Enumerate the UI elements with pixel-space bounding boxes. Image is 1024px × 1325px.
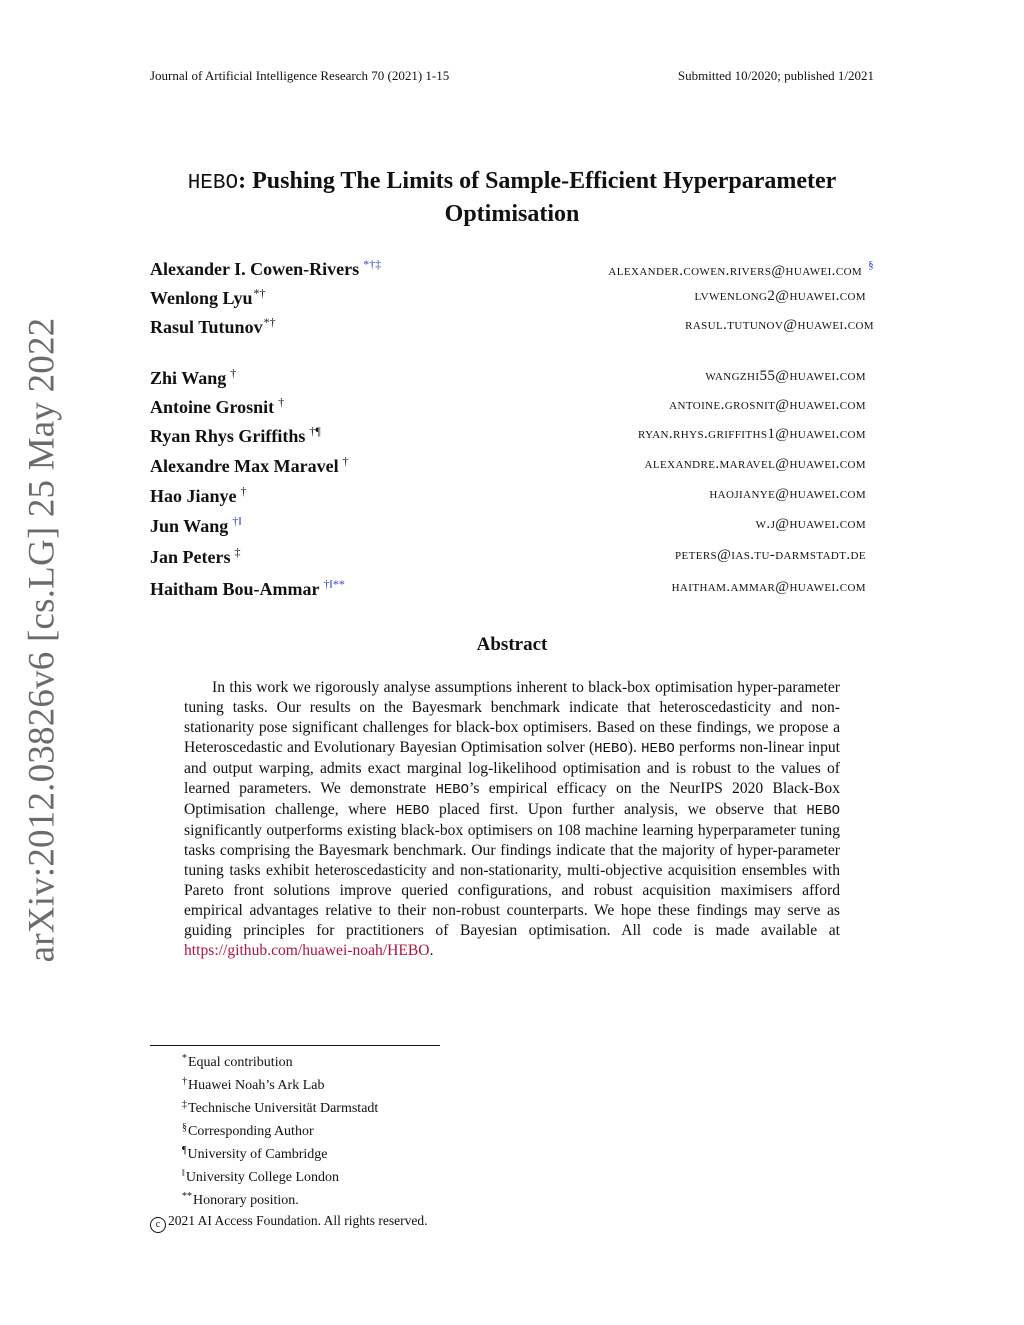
author-marks: ‡ bbox=[234, 545, 241, 559]
copyright-icon: c bbox=[150, 1217, 166, 1233]
footnote-item: §Corresponding Author bbox=[182, 1122, 314, 1139]
author-row bbox=[150, 315, 874, 339]
author-row bbox=[150, 514, 874, 538]
author-name: Haitham Bou-Ammar bbox=[150, 579, 320, 599]
copyright-notice bbox=[150, 1213, 427, 1233]
author-name: Jun Wang bbox=[150, 516, 229, 536]
author-row bbox=[150, 484, 874, 508]
author-email[interactable]: alexandre.maravel@huawei.com bbox=[644, 456, 866, 472]
hebo-mono: HEBO bbox=[395, 803, 430, 819]
author-email[interactable]: lvwenlong2@huawei.com bbox=[694, 288, 866, 304]
author-email[interactable]: alexander.cowen.rivers@huawei.com bbox=[608, 263, 863, 279]
corresponding-mark[interactable]: § bbox=[868, 259, 874, 271]
author-name: Hao Jianye bbox=[150, 486, 237, 506]
hebo-mono: HEBO bbox=[806, 803, 840, 819]
author-email[interactable]: ryan.rhys.griffiths1@huawei.com bbox=[637, 426, 866, 442]
author-marks: *† bbox=[253, 286, 266, 300]
hebo-mono: HEBO bbox=[641, 741, 675, 757]
author-email[interactable]: haitham.ammar@huawei.com bbox=[671, 579, 866, 595]
author-email[interactable]: antoine.grosnit@huawei.com bbox=[669, 397, 866, 413]
footnotes bbox=[182, 1049, 378, 1210]
author-row bbox=[150, 257, 874, 281]
author-name: Ryan Rhys Griffiths bbox=[150, 426, 306, 446]
author-name: Antoine Grosnit bbox=[150, 397, 275, 417]
hebo-mono: HEBO bbox=[435, 782, 470, 798]
author-row bbox=[150, 545, 874, 569]
author-row bbox=[150, 577, 874, 601]
author-email[interactable]: rasul.tutunov@huawei.com bbox=[685, 317, 874, 333]
title-line-1: : Pushing The Limits of Sample-Efficient Hyperparameter bbox=[238, 168, 837, 194]
author-name: Wenlong Lyu bbox=[150, 288, 253, 308]
author-marks: *†‡ bbox=[363, 257, 382, 271]
title-hebo: HEBO bbox=[187, 172, 239, 195]
author-marks: †‖** bbox=[323, 577, 345, 591]
author-name: Rasul Tutunov bbox=[150, 317, 263, 337]
footnote-item: ‡Technische Universität Darmstadt bbox=[182, 1099, 379, 1116]
author-marks: *† bbox=[263, 315, 276, 329]
author-marks: †‖ bbox=[232, 514, 242, 528]
author-marks: † bbox=[230, 366, 237, 380]
author-marks: †¶ bbox=[309, 424, 321, 438]
footnote-divider bbox=[150, 1045, 440, 1046]
author-row bbox=[150, 286, 874, 310]
code-link[interactable]: https://github.com/huawei-noah/HEBO bbox=[184, 942, 430, 959]
arxiv-identifier: arXiv:2012.03826v6 [cs.LG] 25 May 2022 bbox=[21, 317, 63, 963]
footnote-item: ‖University College London bbox=[182, 1168, 340, 1185]
author-marks: † bbox=[240, 484, 247, 498]
author-marks: † bbox=[278, 395, 285, 409]
author-email[interactable]: haojianye@huawei.com bbox=[709, 486, 866, 502]
submission-dates: Submitted 10/2020; published 1/2021 bbox=[677, 68, 874, 83]
abstract-body: In this work we rigorously analyse assumptions inherent to black-box optimisation hyper-parameter tuning tasks. Our results on the Bayesmark benchmark indicate that heteroscedasticity and non-stationarity pose significant challenges for black-box optimisers. Based on these findings, we propose a Heteroscedastic and Evolutionary Bayesian Optimisation solver (HEBO). HEBO performs non-linear input and output warping, admits exact marginal log-likelihood optimisation and is robust to the values of learned parameters. We demonstrate HEBO’s empirical efficacy on the NeurIPS 2020 Black-Box Optimisation challenge, where HEBO placed first. Upon further analysis, we observe that HEBO significantly outperforms existing black-box optimisers on 108 machine learning hyperparameter tuning tasks comprising the Bayesmark benchmark. Our findings indicate that the majority of hyper-parameter tuning tasks exhibit heteroscedasticity and non-stationarity, multi-objective acquisition ensembles with Pareto front solutions improve queried configurations, and robust acquisition maximisers afford empirical advantages relative to their non-robust counterparts. We hope these findings may serve as guiding principles for practitioners of Bayesian optimisation. All code is made available at https://github.com/huawei-noah/HEBO. bbox=[184, 679, 841, 959]
footnote-item: **Honorary position. bbox=[182, 1191, 299, 1208]
author-marks: † bbox=[342, 454, 349, 468]
author-email[interactable]: wangzhi55@huawei.com bbox=[705, 368, 866, 384]
author-name: Alexandre Max Maravel bbox=[150, 456, 339, 476]
author-row bbox=[150, 454, 874, 478]
author-row bbox=[150, 395, 874, 419]
copyright-text: 2021 AI Access Foundation. All rights reserved. bbox=[168, 1213, 428, 1228]
paper-title bbox=[150, 166, 874, 229]
hebo-mono: HEBO bbox=[594, 741, 628, 757]
footnote-item: *Equal contribution bbox=[182, 1053, 293, 1070]
journal-header: Journal of Artificial Intelligence Research 70 (2021) 1-15 bbox=[150, 68, 450, 83]
title-line-2: Optimisation bbox=[444, 201, 580, 227]
abstract-heading: Abstract bbox=[476, 634, 548, 655]
author-row bbox=[150, 424, 874, 448]
footnote-item: †Huawei Noah’s Ark Lab bbox=[182, 1076, 325, 1093]
author-email[interactable]: w.j@huawei.com bbox=[755, 516, 866, 532]
author-email[interactable]: peters@ias.tu-darmstadt.de bbox=[674, 547, 866, 563]
author-row bbox=[150, 366, 874, 390]
author-name: Jan Peters bbox=[150, 547, 231, 567]
author-name: Alexander I. Cowen-Rivers bbox=[150, 259, 360, 279]
author-name: Zhi Wang bbox=[150, 368, 227, 388]
footnote-item: ¶University of Cambridge bbox=[182, 1145, 328, 1162]
